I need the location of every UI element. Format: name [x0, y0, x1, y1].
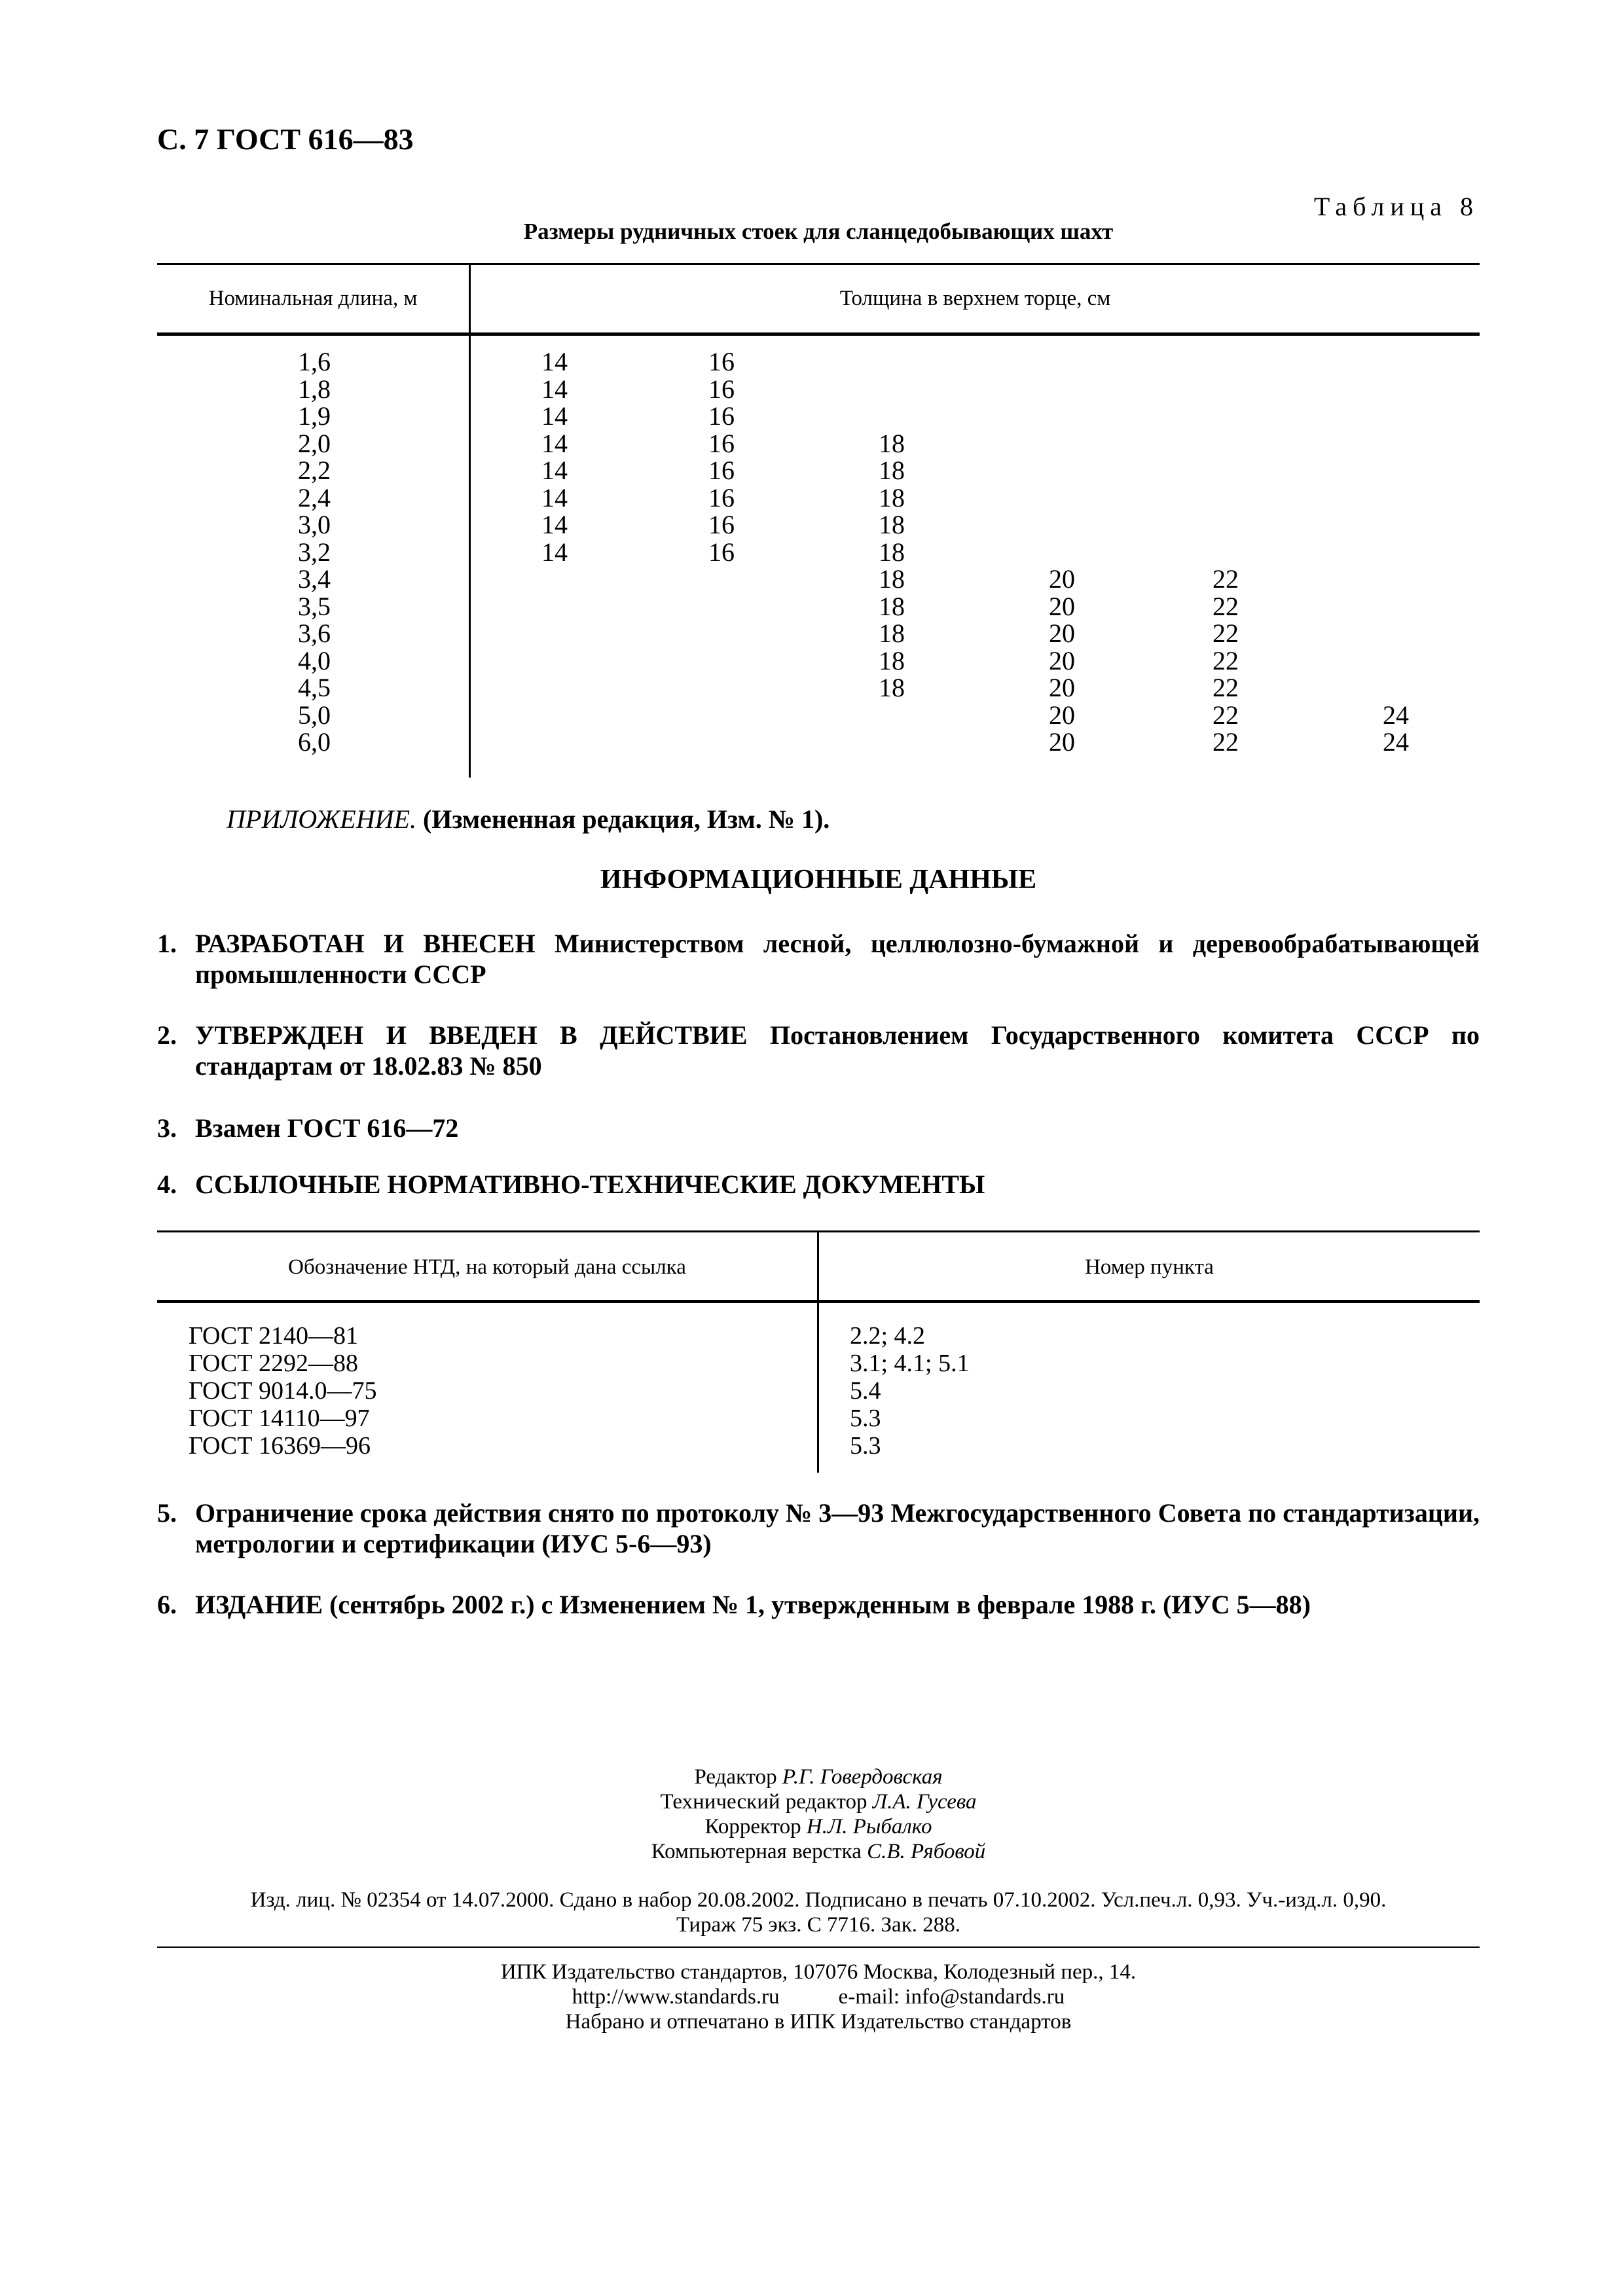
table8-thickness-cell: 16: [708, 537, 735, 567]
imprint-line-2: Тираж 75 экз. С 7716. Зак. 288.: [676, 1913, 960, 1937]
footer-rule: [157, 1946, 1480, 1948]
info-item-text: ССЫЛОЧНЫЕ НОРМАТИВНО-ТЕХНИЧЕСКИЕ ДОКУМЕНТЫ: [195, 1170, 985, 1199]
ref-doc-cell: ГОСТ 2140—81: [189, 1322, 358, 1350]
table8-thickness-cell: [1357, 430, 1435, 457]
publisher-website[interactable]: http://www.standards.ru: [572, 1985, 780, 2009]
table8-thickness-cell: [1186, 511, 1265, 539]
table8-thickness-col-5: [1186, 348, 1265, 756]
table8-thickness-cell: 16: [708, 428, 735, 458]
imprint-line-1: Изд. лиц. № 02354 от 14.07.2000. Сдано в набор 20.08.2002. Подписано в печать 07.10.2002. Усл.печ.л. 0,93. Уч.-изд.л. 0,90.: [250, 1888, 1387, 1912]
table8-thickness-cell: 14: [541, 537, 568, 567]
ref-table-doc-column: [189, 1322, 778, 1460]
table8-thickness-cell: [1186, 348, 1265, 376]
table8-thickness-cell: 20: [1049, 645, 1075, 675]
table8-thickness-cell: 16: [708, 401, 735, 431]
table8-length-cell: 3,4: [298, 564, 331, 594]
info-item-6: [157, 1589, 1480, 1620]
table8-thickness-cell: [682, 728, 761, 756]
table8-length-cell: 6,0: [298, 727, 331, 757]
table8-thickness-col-3: [852, 348, 931, 756]
table8-thickness-cell: 18: [879, 645, 905, 675]
table8-thickness-cell: 18: [879, 537, 905, 567]
imprint-block: [157, 1888, 1480, 1937]
table8-thickness-cell: 18: [879, 564, 905, 594]
table8-thickness-cell: 16: [708, 482, 735, 512]
table8-thickness-cell: 22: [1213, 700, 1239, 730]
table8-thickness-cell: [515, 593, 594, 620]
table8-thickness-cell: [1023, 403, 1101, 430]
ref-doc-cell: ГОСТ 14110—97: [189, 1405, 370, 1432]
table8-thickness-cell: [515, 674, 594, 702]
publisher-links: [157, 1984, 1480, 2009]
table8-thickness-cell: 14: [541, 456, 568, 485]
ref-clause-cell: 2.2; 4.2: [850, 1322, 926, 1350]
table8-thickness-cell: [1357, 539, 1435, 566]
table8-thickness-cell: [682, 565, 761, 593]
table8-thickness-col-1: [515, 348, 594, 756]
note-prefix: ПРИЛОЖЕНИЕ.: [227, 804, 416, 834]
info-item-1: [157, 928, 1480, 990]
publisher-printed: Набрано и отпечатано в ИПК Издательство стандартов: [565, 2010, 1072, 2034]
table8-thickness-cell: 20: [1049, 564, 1075, 594]
table8-thickness-cell: [1186, 430, 1265, 457]
table8-length-cell: 2,4: [298, 482, 331, 512]
table8-length-cell: 3,5: [298, 591, 331, 621]
table8-thickness-header: Толщина в верхнем торце, см: [839, 287, 1111, 310]
info-item-number: 3.: [157, 1113, 177, 1143]
table8-thickness-cell: [852, 702, 931, 729]
ref-clause-cell: 3.1; 4.1; 5.1: [850, 1350, 970, 1377]
table8-thickness-cell: [682, 593, 761, 620]
table8-thickness-cell: [1186, 457, 1265, 484]
info-item-text: РАЗРАБОТАН И ВНЕСЕН Министерством лесной, целлюлозно-бумажной и деревообрабатывающей промышленности СССР: [195, 929, 1480, 989]
table8-head-rule: [157, 332, 1480, 336]
table8-thickness-cell: 16: [708, 374, 735, 404]
table8-length-cell: 1,9: [298, 401, 331, 431]
page-header: С. 7 ГОСТ 616—83: [157, 122, 414, 156]
table8-thickness-cell: [515, 565, 594, 593]
credit-tech-editor: Технический редактор Л.А. Гусева: [660, 1790, 977, 1814]
note-text: (Измененная редакция, Изм. № 1).: [422, 804, 830, 834]
info-item-text: Ограничение срока действия снято по протоколу № 3—93 Межгосударственного Совета по стандартизации, метрологии и сертификации (ИУС 5-6—93): [195, 1498, 1480, 1558]
table8-thickness-cell: 14: [541, 374, 568, 404]
table8-thickness-cell: 22: [1213, 591, 1239, 621]
table8-thickness-col-6: [1357, 348, 1435, 756]
table8-thickness-cell: 24: [1383, 727, 1409, 757]
table8-thickness-cell: [1023, 457, 1101, 484]
table8-thickness-col-2: [682, 348, 761, 756]
table8-thickness-cell: 22: [1213, 673, 1239, 702]
ref-doc-cell: ГОСТ 16369—96: [189, 1432, 371, 1460]
table8-thickness-cell: [1186, 484, 1265, 512]
ref-table-clause-column: [850, 1322, 1439, 1460]
table8-length-cell: 3,6: [298, 619, 331, 648]
table8-thickness-cell: [515, 620, 594, 647]
table8-thickness-cell: [852, 403, 931, 430]
info-item-number: 4.: [157, 1170, 177, 1199]
table8-thickness-cell: [682, 647, 761, 675]
table8-thickness-cell: 14: [541, 482, 568, 512]
table8-thickness-cell: 18: [879, 673, 905, 702]
table8-thickness-cell: [1357, 647, 1435, 675]
table8-thickness-cell: 16: [708, 347, 735, 376]
table8-thickness-cell: [1357, 376, 1435, 403]
appendix-note: [227, 804, 830, 834]
table8-thickness-cell: 18: [879, 510, 905, 539]
table8-thickness-cell: 14: [541, 401, 568, 431]
ref-table-doc-header: Обозначение НТД, на который дана ссылка: [288, 1255, 686, 1279]
ref-doc-cell: ГОСТ 2292—88: [189, 1350, 358, 1377]
info-item-5: [157, 1498, 1480, 1559]
table8-thickness-cell: [1023, 348, 1101, 376]
table8-thickness-cell: 14: [541, 510, 568, 539]
info-item-text: УТВЕРЖДЕН И ВВЕДЕН В ДЕЙСТВИЕ Постановлением Государственного комитета СССР по стандартам от 18.02.83 № 850: [195, 1020, 1480, 1081]
table8-length-cell: 2,0: [298, 428, 331, 458]
table8-length-header: Номинальная длина, м: [208, 287, 418, 310]
ref-table-clause-header: Номер пункта: [1085, 1255, 1214, 1279]
table8-thickness-cell: [1357, 403, 1435, 430]
table8-length-cell: 4,0: [298, 645, 331, 675]
table8-thickness-cell: [682, 620, 761, 647]
info-item-number: 2.: [157, 1020, 177, 1050]
table8-thickness-cell: [1357, 593, 1435, 620]
table8-thickness-cell: [515, 702, 594, 729]
table8-thickness-cell: [1357, 348, 1435, 376]
credits-block: [157, 1765, 1480, 1864]
table8-thickness-cell: 18: [879, 591, 905, 621]
table8-length-cell: 3,2: [298, 537, 331, 567]
table8-thickness-cell: 20: [1049, 700, 1075, 730]
table8-thickness-cell: [852, 728, 931, 756]
table8-thickness-cell: 16: [708, 456, 735, 485]
table8-length-cell: 5,0: [298, 700, 331, 730]
table8-thickness-cell: 20: [1049, 673, 1075, 702]
table8-thickness-cell: 22: [1213, 645, 1239, 675]
table8-length-cell: 3,0: [298, 510, 331, 539]
info-item-2: [157, 1020, 1480, 1081]
table8-thickness-cell: [852, 348, 931, 376]
table8-thickness-cell: 18: [879, 482, 905, 512]
table8-thickness-cell: [1357, 620, 1435, 647]
info-section-title: ИНФОРМАЦИОННЫЕ ДАННЫЕ: [600, 865, 1037, 895]
table8-thickness-cell: [515, 647, 594, 675]
table8-length-cell: 2,2: [298, 456, 331, 485]
table8-thickness-cell: [1357, 674, 1435, 702]
table8-thickness-cell: [1023, 430, 1101, 457]
table8-thickness-cell: [1357, 457, 1435, 484]
table8-thickness-cell: 14: [541, 428, 568, 458]
table8-length-cell: 1,6: [298, 347, 331, 376]
info-item-text: Взамен ГОСТ 616—72: [195, 1113, 459, 1143]
table8-thickness-cell: [682, 702, 761, 729]
table8-thickness-cell: 18: [879, 428, 905, 458]
publisher-block: [157, 1960, 1480, 2034]
table8-thickness-cell: 18: [879, 619, 905, 648]
table8-thickness-cell: [1023, 539, 1101, 566]
table8-thickness-cell: 20: [1049, 619, 1075, 648]
publisher-address: ИПК Издательство стандартов, 107076 Москва, Колодезный пер., 14.: [500, 1960, 1137, 1984]
info-item-number: 5.: [157, 1498, 177, 1528]
credit-proofreader: Корректор Н.Л. Рыбалко: [704, 1815, 932, 1839]
table8-thickness-cell: [1023, 484, 1101, 512]
table8-thickness-cell: [515, 728, 594, 756]
table8-thickness-col-4: [1023, 348, 1101, 756]
table8-thickness-cell: 14: [541, 347, 568, 376]
table8-thickness-cell: 20: [1049, 727, 1075, 757]
table8-thickness-cell: [1186, 539, 1265, 566]
table8-thickness-cell: [1357, 511, 1435, 539]
table-label: Таблица 8: [1313, 192, 1479, 221]
table8-thickness-cell: 18: [879, 456, 905, 485]
table8-thickness-cell: 22: [1213, 564, 1239, 594]
table8-thickness-cell: [1186, 376, 1265, 403]
table8-thickness-cell: 16: [708, 510, 735, 539]
ref-clause-cell: 5.4: [850, 1377, 881, 1405]
credit-layout: Компьютерная верстка С.В. Рябовой: [651, 1840, 986, 1863]
table-title: Размеры рудничных стоек для сланцедобывающих шахт: [523, 219, 1114, 244]
table8-thickness-cell: [852, 376, 931, 403]
table8-thickness-cell: 22: [1213, 727, 1239, 757]
publisher-email[interactable]: e-mail: info@standards.ru: [838, 1985, 1065, 2009]
table8-length-cell: 1,8: [298, 374, 331, 404]
table8-thickness-cell: [1186, 403, 1265, 430]
table8-thickness-cell: 22: [1213, 619, 1239, 648]
info-item-number: 6.: [157, 1590, 177, 1619]
table8-thickness-cell: [1357, 484, 1435, 512]
table8-top-rule: [157, 263, 1480, 265]
table8-thickness-cell: 24: [1383, 700, 1409, 730]
info-item-3: [157, 1113, 1480, 1143]
ref-clause-cell: 5.3: [850, 1432, 881, 1460]
info-item-text: ИЗДАНИЕ (сентябрь 2002 г.) с Изменением № 1, утвержденным в феврале 1988 г. (ИУС 5—88): [195, 1590, 1311, 1619]
credit-editor: Редактор Р.Г. Говердовская: [694, 1765, 943, 1789]
table8-thickness-cell: [1357, 565, 1435, 593]
table8-thickness-cell: [1023, 376, 1101, 403]
table8-thickness-cell: [682, 674, 761, 702]
ref-clause-cell: 5.3: [850, 1405, 881, 1432]
ref-doc-cell: ГОСТ 9014.0—75: [189, 1377, 377, 1405]
table8-length-cell: 4,5: [298, 673, 331, 702]
table8-length-column: [157, 348, 471, 756]
info-item-number: 1.: [157, 929, 177, 958]
table8-thickness-cell: 20: [1049, 591, 1075, 621]
info-item-4: [157, 1169, 1480, 1200]
table8-thickness-cell: [1023, 511, 1101, 539]
